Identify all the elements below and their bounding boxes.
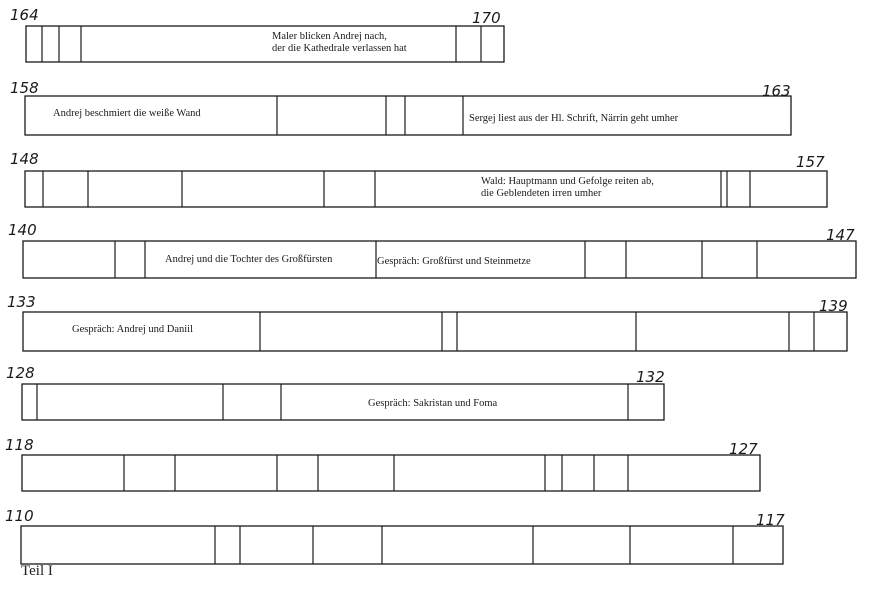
- shot-description: Sergej liest aus der Hl. Schrift, Närrin geht umher: [469, 113, 679, 124]
- shot-strip: [25, 171, 827, 207]
- shot-strip: [22, 384, 664, 420]
- shot-description: Gespräch: Großfürst und Steinmetze: [377, 256, 531, 267]
- shot-description: die Geblendeten irren umher: [481, 188, 602, 199]
- start-shot-number: 148: [10, 150, 39, 168]
- end-shot-number: 117: [756, 511, 785, 529]
- sequence-row: [5, 436, 760, 491]
- start-shot-number: 110: [5, 507, 34, 525]
- sequence-row: [10, 6, 504, 62]
- end-shot-number: 163: [762, 82, 791, 100]
- sequence-row: [5, 507, 785, 564]
- shot-description: Andrej und die Tochter des Großfürsten: [165, 254, 333, 265]
- shot-description: Gespräch: Sakristan und Foma: [368, 398, 498, 409]
- shot-description: Wald: Hauptmann und Gefolge reiten ab,: [481, 176, 654, 187]
- end-shot-number: 132: [636, 368, 665, 386]
- sequence-row: [7, 293, 848, 351]
- shot-description: Andrej beschmiert die weiße Wand: [53, 108, 201, 119]
- sequence-row: [10, 150, 827, 207]
- shot-description: Maler blicken Andrej nach,: [272, 31, 387, 42]
- start-shot-number: 158: [10, 79, 39, 97]
- sequence-row: [10, 79, 791, 135]
- sequence-row: [8, 221, 856, 278]
- shot-strip: [22, 455, 760, 491]
- start-shot-number: 128: [6, 364, 35, 382]
- end-shot-number: 147: [826, 226, 855, 244]
- shot-strip: [21, 526, 783, 564]
- start-shot-number: 133: [7, 293, 36, 311]
- start-shot-number: 164: [10, 6, 39, 24]
- end-shot-number: 157: [796, 153, 825, 171]
- shot-description: der die Kathedrale verlassen hat: [272, 43, 407, 54]
- shot-description: Gespräch: Andrej und Daniil: [72, 324, 194, 335]
- shot-strip: [26, 26, 504, 62]
- start-shot-number: 140: [8, 221, 37, 239]
- start-shot-number: 118: [5, 436, 34, 454]
- end-shot-number: 127: [729, 440, 758, 458]
- end-shot-number: 139: [819, 297, 848, 315]
- end-shot-number: 170: [472, 9, 501, 27]
- page-label: Teil I: [21, 563, 53, 579]
- sequence-row: [6, 364, 665, 420]
